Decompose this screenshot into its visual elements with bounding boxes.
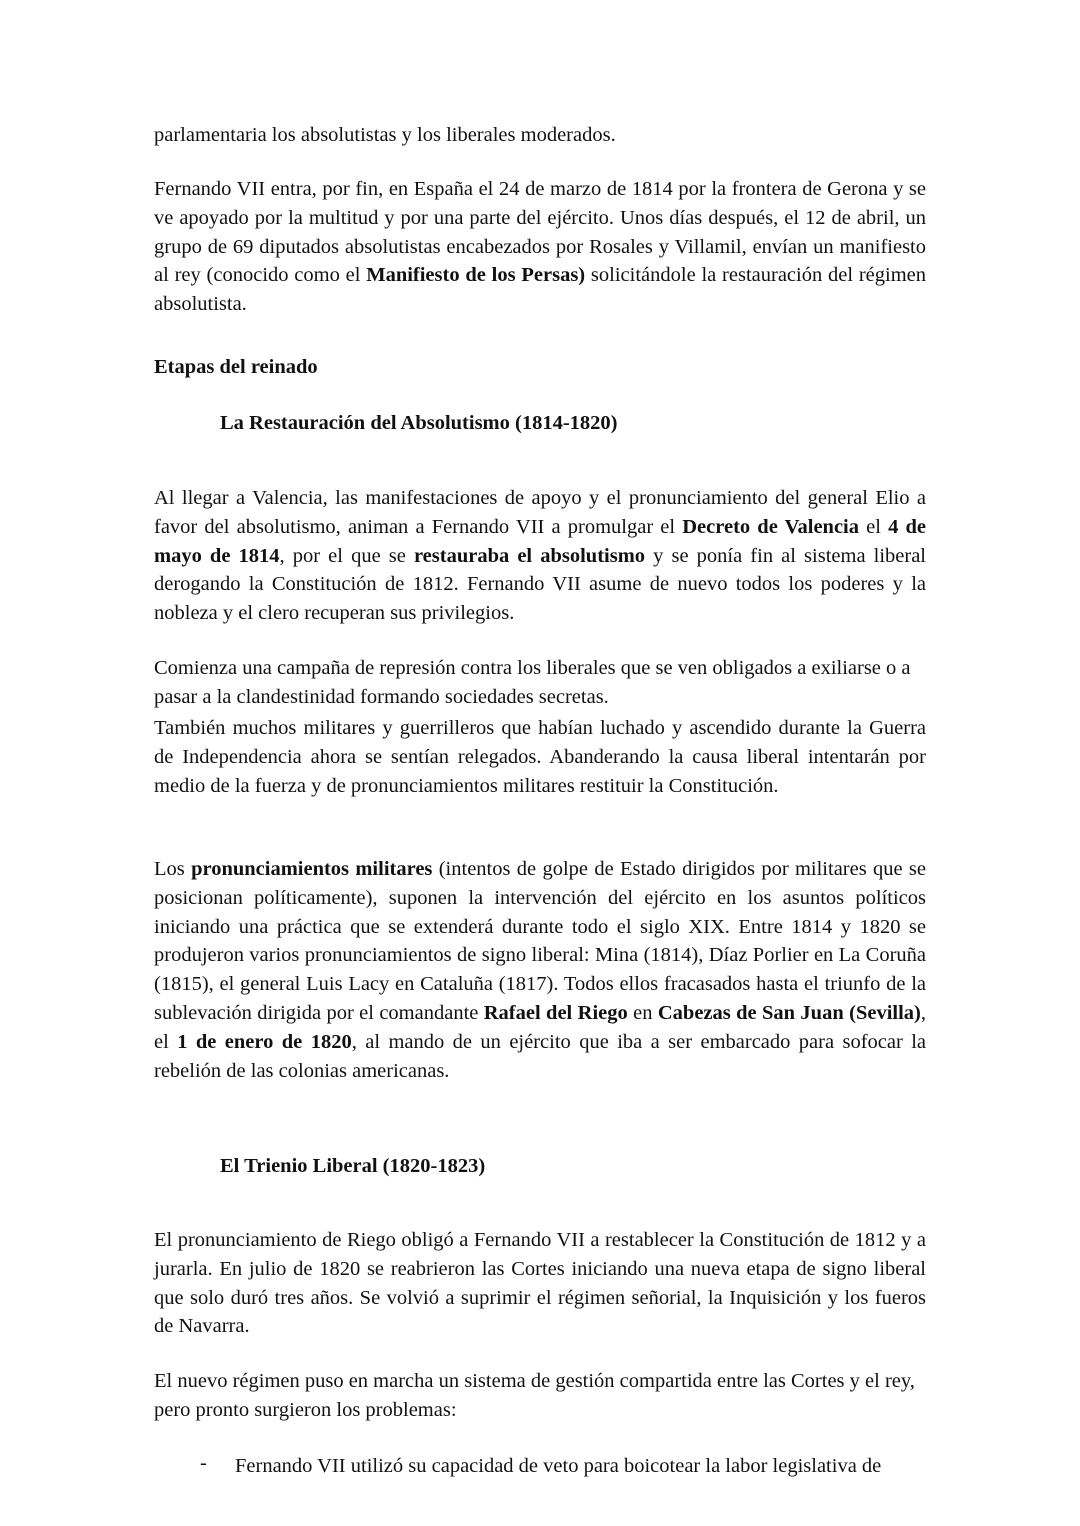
bold-pronunciamientos: pronunciamientos militares xyxy=(191,858,433,880)
heading-etapas: Etapas del reinado xyxy=(154,356,318,378)
bold-manifiesto: Manifiesto de los Persas) xyxy=(366,264,586,287)
paragraph-decreto-valencia: Al llegar a Valencia, las manifestaciones de apoyo y el pronunciamiento del general Elio a favor del absolutismo, animan a Fernando VII a promulgar el Decreto de Valencia el 4 de mayo de 1814, por el que se restauraba el absolutismo y se ponía fin al sistema liberal derogando la Constitución de 1812. Fernando VII asume de nuevo todos los poderes y la nobleza y el clero recuperan sus privilegios. xyxy=(154,487,927,625)
bullet-marker: - xyxy=(200,1452,207,1474)
list-item xyxy=(0,1452,1080,1482)
heading-trienio: El Trienio Liberal (1820-1823) xyxy=(220,1155,486,1177)
bold-cabezas: Cabezas de San Juan (Sevilla) xyxy=(657,1001,921,1024)
paragraph-represion: Comienza una campaña de represión contra los liberales que se ven obligados a exiliarse o a pasar a la clandestinidad formando sociedades secretas. xyxy=(154,657,911,708)
heading-restauracion: La Restauración del Absolutismo (1814-1820) xyxy=(220,412,618,434)
paragraph-militares: También muchos militares y guerrilleros que habían luchado y ascendido durante la Guerra de Independencia ahora se sentían relegados. Abanderando la causa liberal intentarán por medio de la fuerza y de pronunciamientos militares restituir la Constitución. xyxy=(154,717,926,797)
bullet-text: Fernando VII utilizó su capacidad de veto para boicotear la labor legislativa de xyxy=(235,1455,882,1477)
bold-restauraba: restauraba el absolutismo xyxy=(413,544,646,567)
paragraph-pronunciamientos: Los pronunciamientos militares (intentos de golpe de Estado dirigidos por militares que se posicionan políticamente), suponen la intervención del ejército en los asuntos políticos iniciando una práctica que se extenderá durante todo el siglo XIX. Entre 1814 y 1820 se produjeron varios pronunciamientos de signo liberal: Mina (1814), Díaz Porlier en La Coruña (1815), el general Luis Lacy en Cataluña (1817). Todos ellos fracasados hasta el triunfo de la sublevación dirigida por el comandante Rafael del Riego en Cabezas de San Juan (Sevilla), el 1 de enero de 1820, al mando de un ejército que iba a ser embarcado para sofocar la rebelión de las colonias americanas. xyxy=(154,858,927,1082)
paragraph-fernando-entry: Fernando VII entra, por fin, en España el 24 de marzo de 1814 por la frontera de Gerona y se ve apoyado por la multitud y por una parte del ejército. Unos días después, el 12 de abril, un grupo de 69 diputados absolutistas encabezados por Rosales y Villamil, envían un manifiesto al rey (conocido como el Manifiesto de los Persas) solicitándole la restauración del régimen absolutista. xyxy=(154,178,927,316)
paragraph-trienio: El pronunciamiento de Riego obligó a Fernando VII a restablecer la Constitución de 1812 y a jurarla. En julio de 1820 se reabrieron las Cortes iniciando una nueva etapa de signo liberal que solo duró tres años. Se volvió a suprimir el régimen señorial, la Inquisición y los fueros de Navarra. xyxy=(154,1229,926,1338)
paragraph-intro: parlamentaria los absolutistas y los liberales moderados. xyxy=(154,124,616,146)
paragraph-gestion: El nuevo régimen puso en marcha un sistema de gestión compartida entre las Cortes y el rey, pero pronto surgieron los problemas: xyxy=(154,1370,915,1421)
bold-fecha-1820: 1 de enero de 1820 xyxy=(177,1030,352,1053)
bold-decreto: Decreto de Valencia xyxy=(682,515,859,538)
bold-fecha: 4 de mayo de 1814 xyxy=(154,515,927,567)
bold-riego: Rafael del Riego xyxy=(483,1001,628,1024)
